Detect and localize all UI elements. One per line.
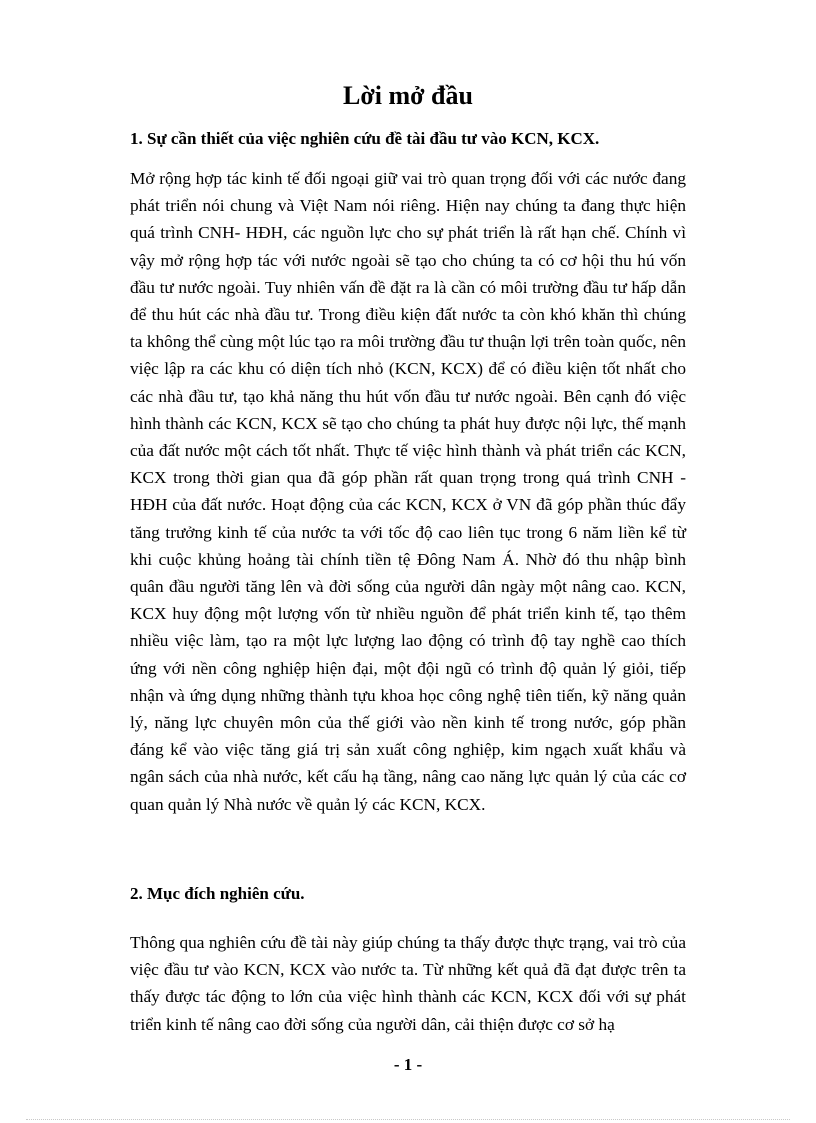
section-paragraph-2: Thông qua nghiên cứu đề tài này giúp chúng ta thấy được thực trạng, vai trò của việc đầu tư vào KCN, KCX vào nước ta. Từ những kết quả đã đạt được trên ta thấy được tác động to lớn của việc hình thành các KCN, KCX đối với sự phát triển kinh tế nâng cao đời sống của người dân, cải thiện được cơ sở hạ xyxy=(130,933,686,1034)
page-break-divider xyxy=(26,1119,790,1120)
page-title: Lời mở đầu xyxy=(343,81,473,110)
page-number: - 1 - xyxy=(393,1055,423,1074)
section-heading-2: 2. Mục đích nghiên cứu. xyxy=(130,884,305,903)
section-paragraph-1: Mở rộng hợp tác kinh tế đối ngoại giữ vai trò quan trọng đối với các nước đang phát triển nói chung và Việt Nam nói riêng. Hiện nay chúng ta đang thực hiện quá trình CNH- HĐH, các nguồn lực cho sự phát triển là rất hạn chế. Chính vì vậy mở rộng hợp tác với nước ngoài sẽ tạo cho chúng ta có cơ hội thu hú vốn đầu tư nước ngoài. Tuy nhiên vấn đề đặt ra là cần có môi trường đầu tư hấp dẫn để thu hút các nhà đầu tư. Trong điều kiện đất nước ta còn khó khăn thì chúng ta không thể cùng một lúc tạo ra môi trường đầu tư thuận lợi trên toàn quốc, nên việc lập ra các khu có diện tích nhỏ (KCN, KCX) để có điều kiện tốt nhất cho các nhà đầu tư, tạo khả năng thu hút vốn đầu tư nước ngoài. Bên cạnh đó việc hình thành các KCN, KCX sẽ tạo cho chúng ta phát huy được nội lực, thế mạnh của đất nước một cách tốt nhất. Thực tế việc hình thành và phát triển các KCN, KCX trong thời gian qua đã góp phần rất quan trọng trong quá trình CNH - HĐH của đất nước. Hoạt động của các KCN, KCX ở VN đã góp phần thúc đẩy tăng trưởng kinh tế của nước ta với tốc độ cao liên tục trong 6 năm liền kể từ khi cuộc khủng hoảng tài chính tiền tệ Đông Nam Á. Nhờ đó thu nhập bình quân đầu người tăng lên và đời sống của người dân ngày một nâng cao. KCN, KCX huy động một lượng vốn từ nhiều nguồn để phát triển kinh tế, tạo thêm nhiều việc làm, tạo ra một lực lượng lao động có trình độ tay nghề cao thích ứng với nền công nghiệp hiện đại, một đội ngũ có trình độ quản lý giỏi, tiếp nhận và ứng dụng những thành tựu khoa học công nghệ tiên tiến, kỹ năng quản lý, năng lực chuyên môn của thế giới vào nền kinh tế trong nước, góp phần đáng kể vào việc tăng giá trị sản xuất công nghiệp, kim ngạch xuất khẩu và ngân sách của nhà nước, kết cấu hạ tầng, nâng cao năng lực quản lý của các cơ quan quản lý Nhà nước về quản lý các KCN, KCX. xyxy=(130,169,686,814)
section-heading-1: 1. Sự cần thiết của việc nghiên cứu đề tài đầu tư vào KCN, KCX. xyxy=(130,129,600,148)
